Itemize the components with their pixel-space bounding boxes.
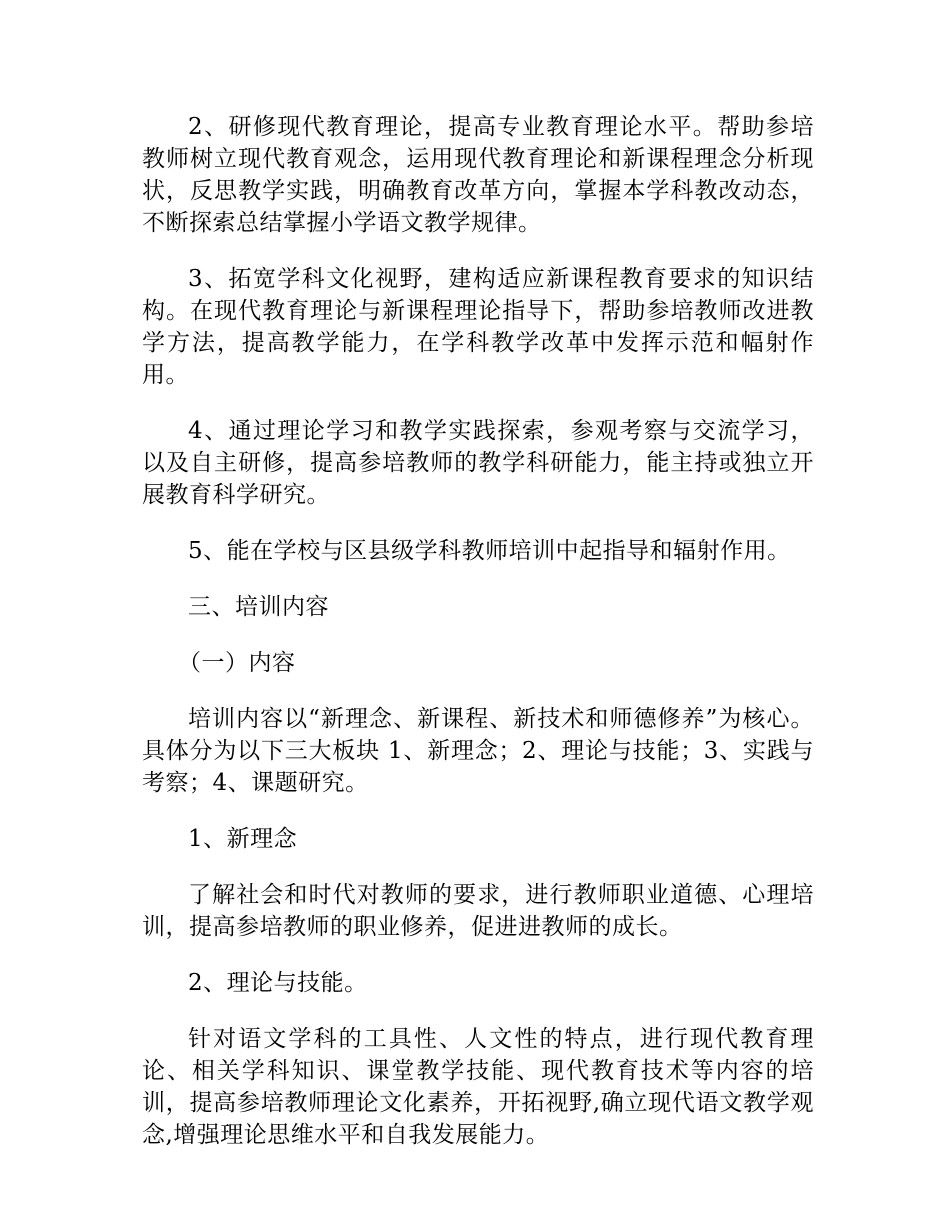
section-heading-training-content: 三、培训内容: [188, 594, 329, 620]
paragraph-objective-2: 2、研修现代教育理论，提高专业教育理论水平。帮助参培教师树立现代教育观念，运用现代教育理论和新课程理念分析现状，反思教学实践，明确教育改革方向，掌握本学科教改动态，不断探索总结掌握小学语文教学规律。: [142, 114, 814, 236]
paragraph-theory-skills: 针对语文学科的工具性、人文性的特点，进行现代教育理论、相关学科知识、课堂教学技能、现代教育技术等内容的培训，提高参培教师理论文化素养，开拓视野,确立现代语文教学观念,增强理论思维水平和自我发展能力。: [142, 1026, 814, 1148]
paragraph-objective-4: 4、通过理论学习和教学实践探索，参观考察与交流学习，以及自主研修，提高参培教师的教学科研能力，能主持或独立开展教育科学研究。: [142, 418, 814, 508]
document-body: [142, 111, 814, 1175]
subsection-heading-content: （一）内容: [178, 650, 296, 676]
paragraph-objective-3: 3、拓宽学科文化视野，建构适应新课程教育要求的知识结构。在现代教育理论与新课程理论指导下，帮助参培教师改进教学方法，提高教学能力，在学科教学改革中发挥示范和幅射作用。: [142, 266, 814, 388]
item-heading-theory-skills: 2、理论与技能。: [188, 970, 368, 996]
item-heading-new-concepts: 1、新理念: [188, 826, 298, 852]
paragraph-content-overview: 培训内容以“新理念、新课程、新技术和师德修养”为核心。具体分为以下三大板块 1、新理念；2、理论与技能；3、实践与考察；4、课题研究。: [142, 706, 814, 796]
paragraph-new-concepts: 了解社会和时代对教师的要求，进行教师职业道德、心理培训，提高参培教师的职业修养，促进进教师的成长。: [142, 882, 814, 940]
paragraph-objective-5: 5、能在学校与区县级学科教师培训中起指导和辐射作用。: [188, 538, 791, 564]
